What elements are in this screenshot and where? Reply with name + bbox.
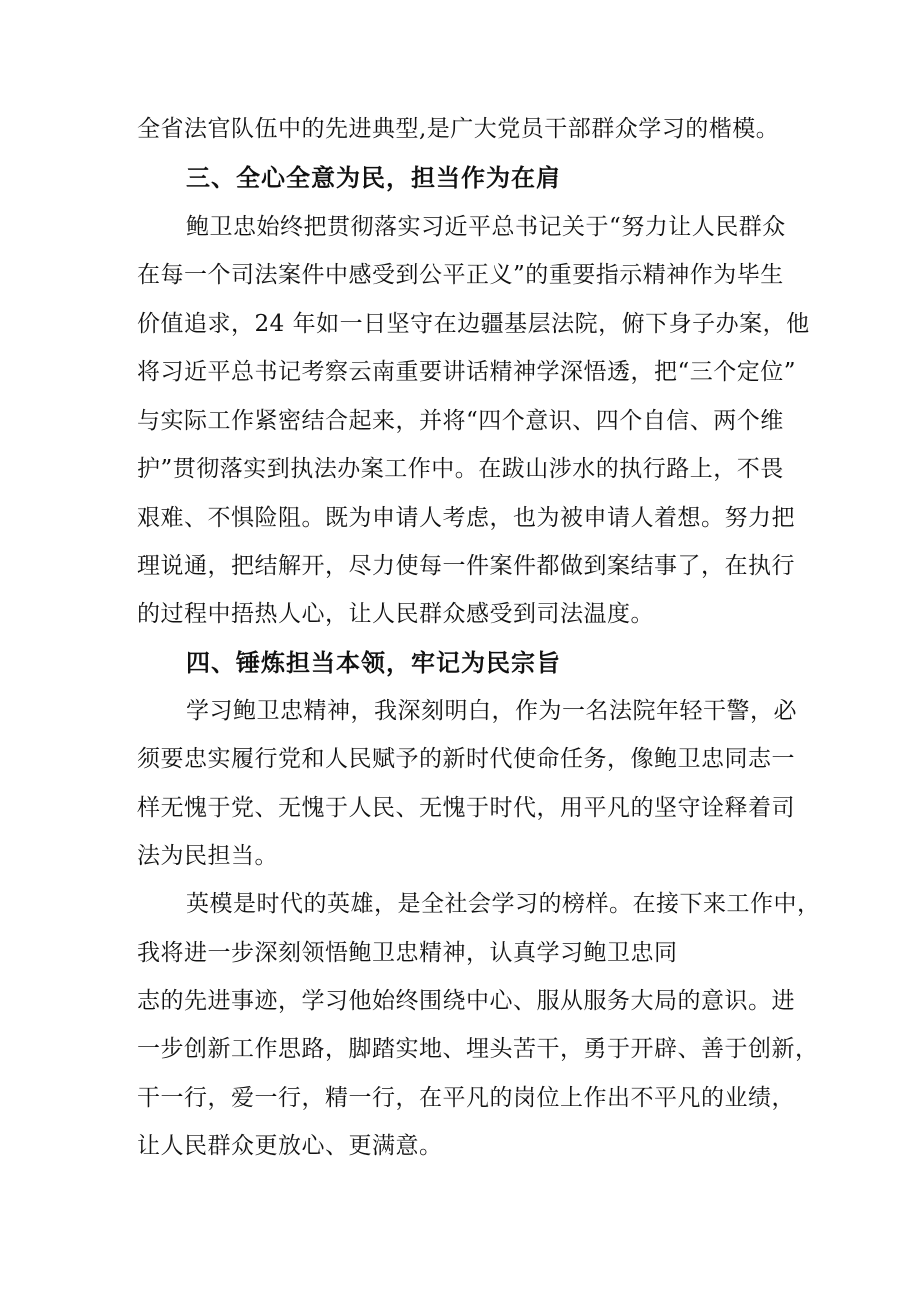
paragraph-line: 的过程中捂热人心，让人民群众感受到司法温度。 (137, 601, 654, 627)
paragraph-line: 鲍卫忠始终把贯彻落实习近平总书记关于“努力让人民群众 (186, 214, 786, 240)
section-heading-4: 四、锤炼担当本领，牢记为民宗旨 (186, 649, 561, 677)
paragraph-line: 全省法官队伍中的先进典型,是广大党员干部群众学习的楷模。 (137, 116, 780, 142)
paragraph-line: 在每一个司法案件中感受到公平正义”的重要指示精神作为毕生 (137, 262, 784, 288)
paragraph-line: 让人民群众更放心、更满意。 (137, 1133, 443, 1159)
paragraph-line: 学习鲍卫忠精神，我深刻明白，作为一名法院年轻干警，必 (186, 698, 797, 724)
paragraph-line: 法为民担当。 (137, 843, 278, 869)
paragraph-line: 与实际工作紧密结合起来，并将“四个意识、四个自信、两个维 (137, 408, 784, 434)
paragraph-line: 我将进一步深刻领悟鲍卫忠精神，认真学习鲍卫忠同 (137, 940, 678, 966)
paragraph-line: 英模是时代的英雄，是全社会学习的榜样。在接下来工作中， (186, 891, 821, 917)
paragraph-line: 须要忠实履行党和人民赋予的新时代使命任务，像鲍卫忠同志一 (137, 746, 795, 772)
paragraph-line: 样无愧于党、无愧于人民、无愧于时代，用平凡的坚守诠释着司 (137, 795, 795, 821)
paragraph-line: 将习近平总书记考察云南重要讲话精神学深悟透，把“三个定位” (137, 359, 797, 385)
paragraph-line: 护”贯彻落实到执法办案工作中。在跋山涉水的执行路上，不畏 (137, 456, 784, 482)
paragraph-line: 价值追求，24 年如一日坚守在边疆基层法院，俯下身子办案，他 (137, 311, 810, 337)
paragraph-line: 艰难、不惧险阻。既为申请人考虑，也为被申请人着想。努力把 (137, 505, 795, 531)
paragraph-line: 理说通，把结解开，尽力使每一件案件都做到案结事了，在执行 (137, 553, 795, 579)
paragraph-line: 志的先进事迹，学习他始终围绕中心、服从服务大局的意识。进 (137, 988, 795, 1014)
section-heading-3: 三、全心全意为民，担当作为在肩 (186, 164, 561, 192)
paragraph-line: 干一行，爱一行，精一行，在平凡的岗位上作出不平凡的业绩， (137, 1085, 795, 1111)
paragraph-line: 一步创新工作思路，脚踏实地、埋头苦干，勇于开辟、善于创新， (137, 1036, 819, 1062)
